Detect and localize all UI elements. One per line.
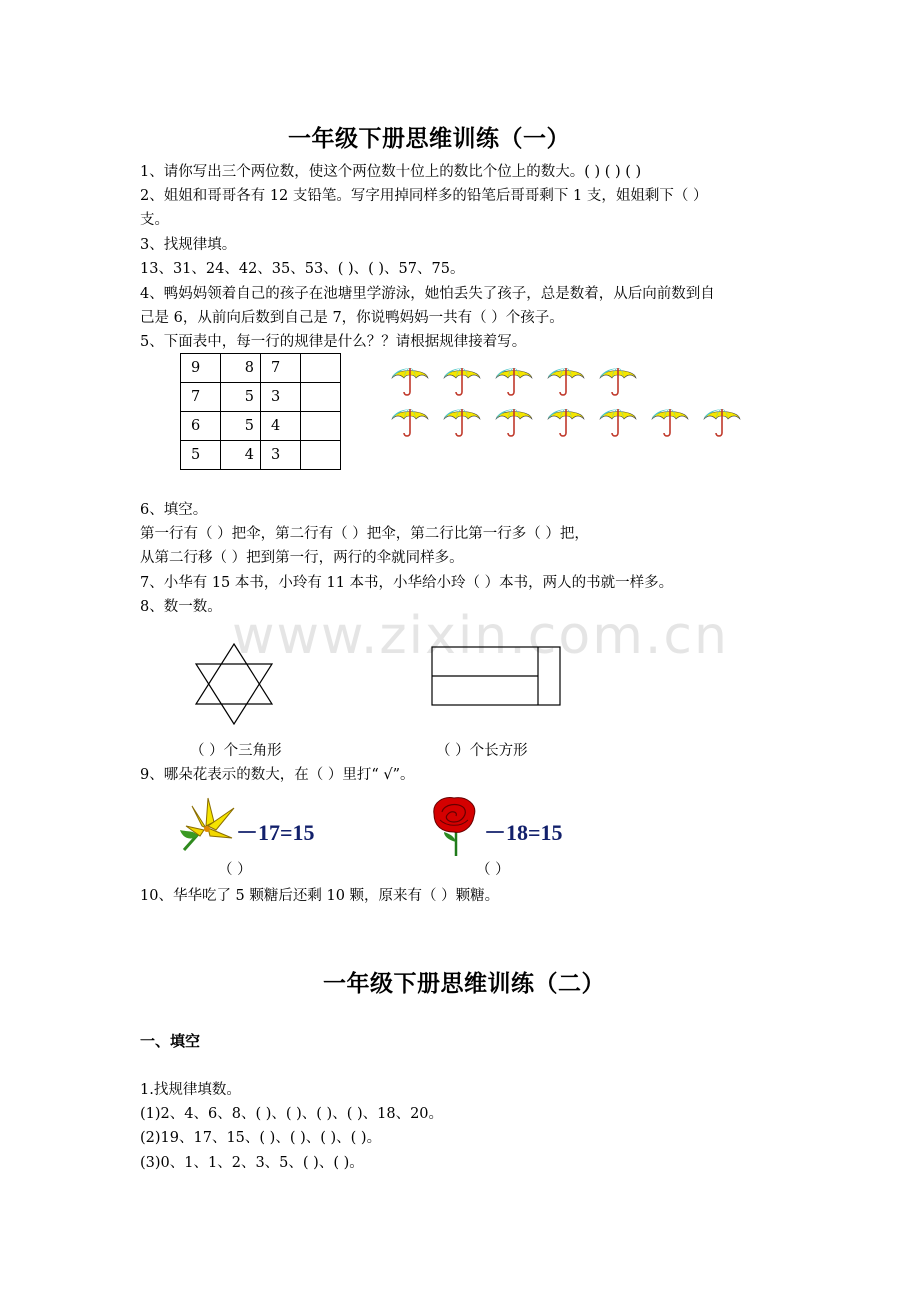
grid-cell: 6 — [181, 412, 221, 441]
grid-row — [181, 383, 341, 412]
question-2-line-2: 支。 — [140, 212, 169, 228]
umbrella-icon — [390, 364, 430, 398]
grid-cell: 5 — [221, 412, 261, 441]
question-9: 9、哪朵花表示的数大，在（ ）里打“ √”。 — [140, 767, 415, 783]
grid-cell-blank — [301, 412, 341, 441]
grid-cell-blank — [301, 354, 341, 383]
umbrella-icon — [494, 405, 534, 439]
section2-item-1: 1.找规律填数。 — [140, 1082, 241, 1098]
grid-cell: 5 — [221, 383, 261, 412]
question-2-line-1: 2、姐姐和哥哥各有 12 支铅笔。写字用掉同样多的铅笔后哥哥剩下 1 支，姐姐剩下（ ） — [140, 188, 708, 204]
question-3-sequence: 13、31、24、42、35、53、( )、( )、57、75。 — [140, 261, 465, 277]
section2-title: 一年级下册思维训练（二） — [323, 970, 605, 997]
rectangle-count-answer: （ ）个长方形 — [436, 743, 528, 759]
question-6-line-1: 第一行有（ ）把伞，第二行有（ ）把伞，第二行比第一行多（ ）把， — [140, 526, 589, 542]
umbrella-icon — [702, 405, 742, 439]
umbrella-icon — [650, 405, 690, 439]
grid-cell-blank — [301, 441, 341, 470]
number-grid — [180, 353, 341, 470]
question-10: 10、华华吃了 5 颗糖后还剩 10 颗，原来有（ ）颗糖。 — [140, 888, 500, 904]
umbrella-icon — [546, 364, 586, 398]
question-4-line-1: 4、鸭妈妈领着自己的孩子在池塘里学游泳，她怕丢失了孩子，总是数着，从后向前数到自 — [140, 286, 715, 302]
umbrella-icon — [390, 405, 430, 439]
question-6: 6、填空。 — [140, 502, 208, 518]
question-5: 5、下面表中，每一行的规律是什么？？请根据规律接着写。 — [140, 334, 527, 350]
rose-flower-icon — [428, 796, 480, 858]
grid-cell: 8 — [221, 354, 261, 383]
section2-heading: 一、填空 — [140, 1032, 201, 1050]
umbrella-icon — [442, 405, 482, 439]
star-figure — [192, 642, 276, 726]
grid-row — [181, 354, 341, 383]
lily-equation: －17=15 — [236, 820, 315, 845]
grid-cell: 5 — [181, 441, 221, 470]
question-7: 7、小华有 15 本书，小玲有 11 本书，小华给小玲（ ）本书，两人的书就一样多。 — [140, 575, 674, 591]
star-triangle-up — [196, 644, 272, 704]
grid-cell: 7 — [181, 383, 221, 412]
grid-row — [181, 441, 341, 470]
grid-cell: 3 — [261, 441, 301, 470]
umbrella-icon — [546, 405, 586, 439]
question-1: 1、请你写出三个两位数，使这个两位数十位上的数比个位上的数大。( ) ( ) ( ) — [140, 164, 642, 180]
section1-title: 一年级下册思维训练（一） — [288, 125, 570, 152]
section2-item-1a: (1)2、4、6、8、( )、( )、( )、( )、18、20。 — [140, 1106, 444, 1122]
umbrella-icon — [442, 364, 482, 398]
grid-cell: 4 — [221, 441, 261, 470]
umbrella-row-2 — [390, 405, 742, 439]
grid-cell: 9 — [181, 354, 221, 383]
section2-item-1c: (3)0、1、1、2、3、5、( )、( )。 — [140, 1155, 364, 1171]
section2-item-1b: (2)19、17、15、( )、( )、( )、( )。 — [140, 1130, 382, 1146]
question-3: 3、找规律填。 — [140, 237, 237, 253]
lily-flower-icon — [178, 796, 236, 854]
lily-answer-blank: （ ） — [218, 862, 252, 878]
question-4-line-2: 己是 6，从前向后数到自己是 7，你说鸭妈妈一共有（ ）个孩子。 — [140, 310, 564, 326]
umbrella-icon — [598, 405, 638, 439]
grid-cell: 3 — [261, 383, 301, 412]
grid-cell: 4 — [261, 412, 301, 441]
umbrella-icon — [494, 364, 534, 398]
watermark: www.zixin.com.cn — [232, 606, 729, 666]
rose-equation: －18=15 — [484, 820, 563, 845]
grid-cell-blank — [301, 383, 341, 412]
grid-row — [181, 412, 341, 441]
star-triangle-down — [196, 664, 272, 724]
triangle-count-answer: （ ）个三角形 — [190, 743, 282, 759]
rose-answer-blank: （ ） — [476, 862, 510, 878]
grid-cell: 7 — [261, 354, 301, 383]
umbrella-icon — [598, 364, 638, 398]
question-6-line-2: 从第二行移（ ）把到第一行，两行的伞就同样多。 — [140, 550, 464, 566]
umbrella-row-1 — [390, 364, 638, 398]
rectangle-figure — [430, 646, 564, 708]
question-8: 8、数一数。 — [140, 599, 222, 615]
